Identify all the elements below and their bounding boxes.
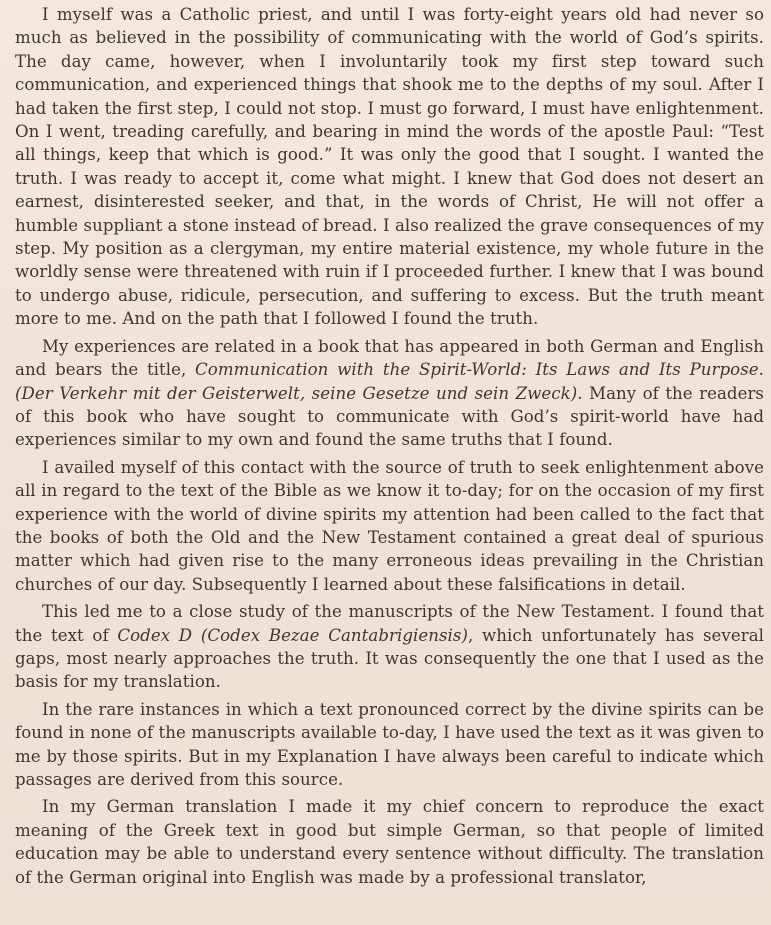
paragraph-text: I myself was a Catholic priest, and until I was forty-eight years old had never so much as believed in the possibility of communicating with the world of God’s spirits. The day came, however, when I involuntarily took my first step toward such communication, and experienced things that shook me to the depths of my soul. After I had taken the first step, I could not stop. I must go forward, I must have enlightenment. On I went, treading carefully, and bearing in mind the words of the apostle Paul: “Test all things, keep that which is good.” It was only the good that I sought. I wanted the truth. I was ready to accept it, come what might. I knew that God does not desert an earnest, disinterested seeker, and that, in the words of Christ, He will not offer a humble suppliant a stone instead of bread. I also realized the grave consequences of my step. My position as a clergyman, my entire material existence, my whole future in the worldly sense were threatened with ruin if I proceeded further. I knew that I was bound to undergo abuse, ridicule, persecution, and suffering to excess. But the truth meant more to me. And on the path that I followed I found the truth. [15, 5, 764, 329]
body-text [15, 3, 764, 889]
paragraph-text: I availed myself of this contact with the source of truth to seek enlightenment above all in regard to the text of the Bible as we know it to-day; for on the occasion of my first experience with the world of divine spirits my attention had been called to the fact that the books of both the Old and the New Testament contained a great deal of spurious matter which had given rise to the many erroneous ideas prevailing in the Christian churches of our day. Subsequently I learned about these falsifications in detail. [15, 457, 764, 594]
paragraph-text: This led me to a close study of the manuscripts of the New Testament. I found that the text of [15, 602, 764, 645]
paragraph [15, 3, 764, 331]
paragraph-text: In the rare instances in which a text pronounced correct by the divine spirits can be found in none of the manuscripts available to-day, I have used the text as it was given to me by those spirits. But in my Explanation I have always been careful to indicate which passages are derived from this source. [15, 699, 764, 789]
paragraph [15, 335, 764, 452]
paragraph [15, 600, 764, 694]
paragraph [15, 795, 764, 889]
paragraph-text: , which unfortunately has several gaps, most nearly approaches the truth. It was consequently the one that I used as the basis for my translation. [15, 625, 764, 692]
book-title: Communication with the Spirit-World: Its Laws and Its Purpose. (Der Verkehr mit der Geisterwelt, seine Gesetze und sein Zweck) [15, 360, 764, 403]
codex-name: Codex D (Codex Bezae Cantabrigiensis) [117, 625, 468, 645]
paragraph-text: In my German translation I made it my chief concern to reproduce the exact meaning of the Greek text in good but simple German, so that people of limited education may be able to understand every sentence without difficulty. The translation of the German original into English was made by a professional translator, [15, 797, 764, 887]
paragraph-text: My experiences are related in a book that has appeared in both German and English and bears the title, [15, 336, 764, 380]
paragraph [15, 456, 764, 596]
paragraph-text: . Many of the readers of this book who have sought to communicate with God’s spirit-world have had experiences similar to my own and found the same truths that I found. [15, 383, 765, 450]
paragraph [15, 698, 764, 792]
